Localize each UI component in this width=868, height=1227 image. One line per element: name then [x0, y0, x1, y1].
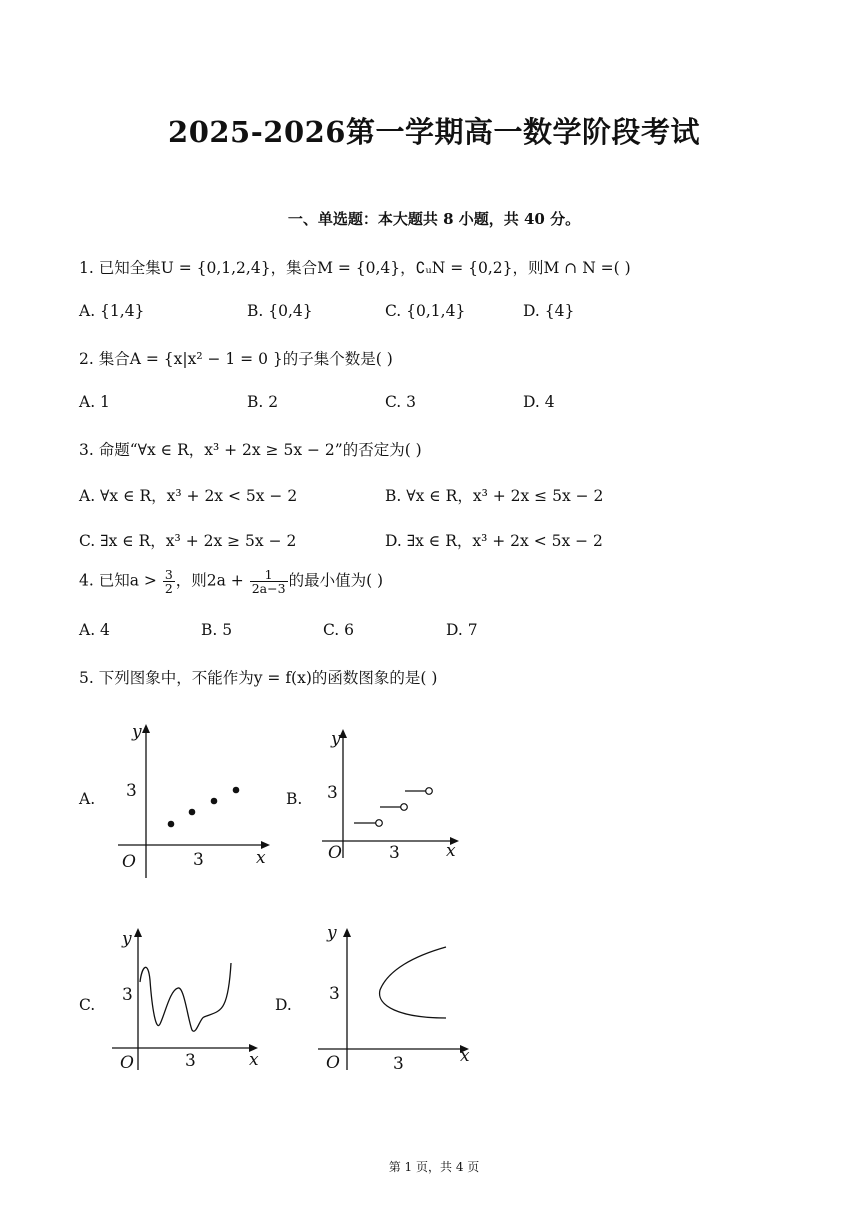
q4-option-a: A. 4	[79, 621, 110, 639]
q4-option-d: D. 7	[446, 621, 478, 639]
q4-fraction-2-denominator: 2a−3	[251, 581, 286, 596]
graph-a-point	[233, 787, 240, 794]
graph-d-x-tick: 3	[393, 1054, 404, 1074]
graph-b-open-point	[401, 804, 408, 811]
graph-d	[314, 918, 484, 1073]
graph-a-point	[168, 821, 175, 828]
graph-b-open-point	[426, 788, 433, 795]
graph-d-y-tick: 3	[329, 984, 340, 1004]
graph-d-label: D.	[275, 996, 292, 1014]
q2-option-d: D. 4	[523, 393, 555, 411]
graph-a	[110, 715, 280, 885]
graph-c-y-arrow	[134, 928, 142, 937]
graph-b-x-label: x	[446, 841, 456, 861]
q2-option-a: A. 1	[79, 393, 110, 411]
q4-fraction-2-numerator: 1	[250, 568, 288, 582]
graph-c-label: C.	[79, 996, 96, 1014]
exam-title: 2025-2026第一学期高一数学阶段考试	[168, 115, 700, 149]
question-1-stem: 1. 已知全集U = {0,1,2,4}，集合M = {0,4}，∁ᵤN = {0,2}，则M ∩ N =( )	[79, 259, 631, 277]
graph-c	[108, 920, 268, 1075]
q3-option-a: A. ∀x ∈ R，x³ + 2x < 5x − 2	[79, 487, 298, 505]
q3-option-b: B. ∀x ∈ R，x³ + 2x ≤ 5x − 2	[385, 487, 604, 505]
graph-a-y-arrow	[142, 724, 150, 733]
q1-option-c: C. {0,1,4}	[385, 302, 466, 320]
q4-fraction-1-denominator: 2	[164, 581, 173, 596]
graph-c-x-tick: 3	[185, 1051, 196, 1071]
graph-b-origin: O	[328, 843, 342, 863]
question-4-stem	[79, 568, 383, 595]
graph-a-x-tick: 3	[193, 850, 204, 870]
q4-prefix: 4. 已知a >	[79, 571, 157, 590]
graph-a-point	[189, 809, 196, 816]
graph-b-x-tick: 3	[389, 843, 400, 863]
graph-c-y-tick: 3	[122, 985, 133, 1005]
question-3-stem: 3. 命题“∀x ∈ R，x³ + 2x ≥ 5x − 2”的否定为( )	[79, 441, 422, 459]
q3-option-c: C. ∃x ∈ R，x³ + 2x ≥ 5x − 2	[79, 532, 297, 550]
graph-c-y-label: y	[122, 929, 132, 949]
question-5-stem: 5. 下列图象中，不能作为y = f(x)的函数图象的是( )	[79, 669, 438, 687]
graph-c-x-label: x	[249, 1050, 259, 1070]
graph-a-origin: O	[122, 852, 136, 872]
graph-a-label: A.	[79, 790, 96, 808]
q4-suffix: 的最小值为( )	[288, 571, 384, 590]
graph-a-point	[211, 798, 218, 805]
graph-b-y-tick: 3	[327, 783, 338, 803]
graph-c-origin: O	[120, 1053, 134, 1073]
graph-d-y-arrow	[343, 928, 351, 937]
page-footer: 第 1 页，共 4 页	[388, 1160, 480, 1174]
q4-fraction-2	[250, 568, 288, 595]
section-heading: 一、单选题：本大题共 8 小题，共 40 分。	[287, 210, 581, 228]
graph-c-curve	[140, 963, 231, 1031]
q1-option-d: D. {4}	[523, 302, 575, 320]
graph-a-y-tick: 3	[126, 781, 137, 801]
q2-option-c: C. 3	[385, 393, 417, 411]
graph-b-open-point	[376, 820, 383, 827]
q4-middle: ，则2a +	[175, 571, 244, 590]
q4-fraction-1-numerator: 3	[164, 567, 173, 582]
q4-option-c: C. 6	[323, 621, 355, 639]
graph-b-label: B.	[286, 790, 303, 808]
graph-d-curve	[380, 947, 446, 1018]
q1-option-b: B. {0,4}	[247, 302, 313, 320]
q4-fraction-1	[163, 568, 175, 595]
graph-d-y-label: y	[327, 923, 337, 943]
graph-b-y-label: y	[331, 729, 341, 749]
graph-a-y-label: y	[132, 722, 142, 742]
graph-d-origin: O	[326, 1053, 340, 1073]
q3-option-d: D. ∃x ∈ R，x³ + 2x < 5x − 2	[385, 532, 603, 550]
graph-a-x-label: x	[256, 848, 266, 868]
question-2-stem: 2. 集合A = {x|x² − 1 = 0 }的子集个数是( )	[79, 350, 393, 368]
q1-option-a: A. {1,4}	[79, 302, 145, 320]
graph-d-x-label: x	[460, 1046, 470, 1066]
q2-option-b: B. 2	[247, 393, 279, 411]
q4-option-b: B. 5	[201, 621, 233, 639]
graph-b	[314, 718, 474, 868]
